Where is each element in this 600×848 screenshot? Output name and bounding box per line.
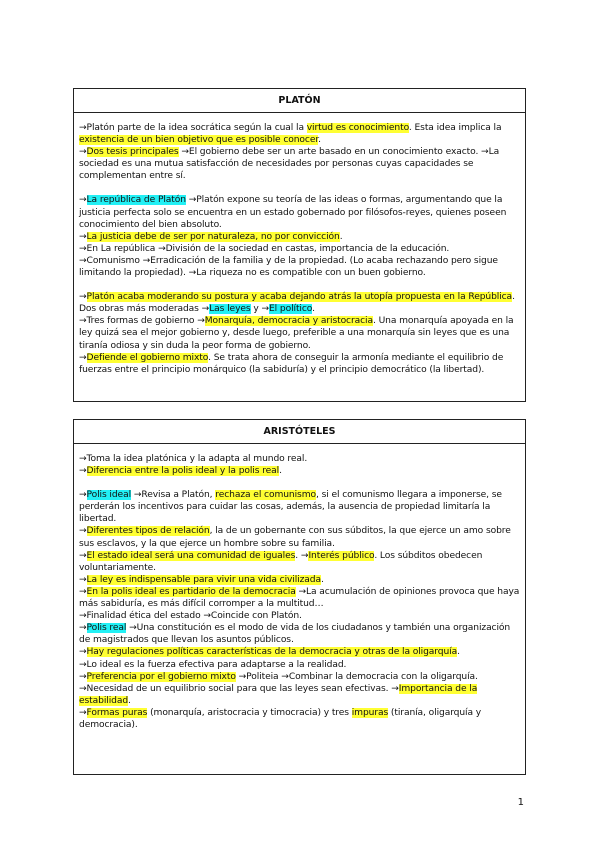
text-run: .: [457, 647, 460, 658]
text-run: (tiranía, oligarquía y democracia).: [79, 707, 482, 730]
highlight-yellow: Defiende el gobierno mixto: [86, 352, 209, 363]
highlight-cyan: Las leyes: [209, 304, 251, 315]
paragraph: [79, 574, 521, 586]
highlight-yellow: impuras: [351, 707, 389, 718]
paragraph: [79, 453, 521, 465]
highlight-cyan: Polis ideal: [86, 490, 132, 501]
paragraph: [79, 586, 521, 610]
text-run: , si el comunismo llegara a imponerse, se perderán los incentivos para cuidar las cosas, además, la ausencia de propiedad limitaría la libertad.: [79, 490, 502, 525]
paragraph: [79, 622, 521, 646]
highlight-yellow: virtud es conocimiento: [306, 123, 409, 133]
highlight-yellow: Formas puras: [86, 707, 148, 718]
highlight-yellow: Platón acaba moderando su postura y acaba dejando atrás la utopía propuesta en la República: [86, 292, 513, 303]
highlight-yellow: La ley es indispensable para vivir una vida civilizada: [86, 574, 321, 585]
paragraph: [79, 243, 521, 255]
text-run: →Necesidad de un equilibrio social para que las leyes sean efectivas. →: [79, 683, 399, 694]
text-run: →Platón expone su teoría de las ideas o formas, argumentando que la justicia perfecta solo se encuentra en un estado gobernado por filósofos-reyes, quienes poseen conocimiento del bien absoluto.: [79, 195, 507, 230]
highlight-yellow: Interés público: [308, 550, 375, 561]
text-run: →Revisa a Platón,: [131, 490, 216, 501]
text-run: y →: [250, 304, 269, 315]
text-run: →: [79, 526, 87, 537]
text-run: →Tres formas de gobierno →: [79, 316, 205, 327]
section-body: [74, 444, 525, 737]
paragraph: [79, 465, 521, 477]
page-number: 1: [517, 797, 524, 808]
text-run: , la de un gobernante con sus súbditos, la que ejerce un amo sobre sus esclavos, y la que ejerce un hombre sobre su familia.: [79, 526, 511, 549]
text-run: →: [79, 586, 87, 597]
highlight-yellow: La justicia debe de ser por naturaleza, no por convicción: [86, 231, 340, 242]
section-body: [74, 113, 525, 382]
text-run: →: [79, 671, 87, 682]
text-run: →Lo ideal es la fuerza efectiva para adaptarse a la realidad.: [79, 659, 347, 670]
section-aristoteles: [73, 419, 526, 775]
text-run: →Toma la idea platónica y la adapta al mundo real.: [79, 454, 308, 464]
text-run: →Una constitución es el modo de vida de los ciudadanos y también una organización de magistrados que llevan los asuntos públicos.: [79, 623, 511, 646]
highlight-yellow: Hay regulaciones políticas características de la democracia y otras de la oligarquía: [86, 647, 458, 658]
paragraph: [79, 610, 521, 622]
highlight-yellow: existencia de un bien objetivo que es posible conocer: [79, 135, 319, 146]
text-run: →: [79, 195, 87, 206]
highlight-yellow: El estado ideal será una comunidad de iguales: [86, 550, 296, 561]
paragraph: [79, 489, 521, 525]
highlight-cyan: La república de Platón: [86, 195, 186, 206]
highlight-yellow: Dos tesis principales: [86, 147, 179, 158]
text-run: →: [79, 292, 87, 303]
text-run: →Platón parte de la idea socrática según la cual la: [79, 123, 307, 133]
highlight-yellow: Importancia de la estabilidad: [79, 683, 478, 706]
text-run: .: [128, 695, 131, 706]
text-run: →Comunismo →Erradicación de la familia y de la propiedad. (Lo acaba rechazando pero sigue limitando la propiedad). →La riqueza no es compatible con un buen gobierno.: [79, 255, 498, 279]
paragraph: [79, 291, 521, 315]
paragraph: [79, 194, 521, 230]
text-run: . Esta idea implica la: [408, 123, 502, 133]
text-run: →: [79, 574, 87, 585]
paragraph: [79, 146, 521, 182]
text-run: .: [279, 466, 282, 477]
text-run: →Politeia →Combinar la democracia con la oligarquía.: [235, 671, 478, 682]
paragraph: [79, 231, 521, 243]
text-run: . Una monarquía apoyada en la ley quizá sea el mejor gobierno y, desde luego, preferible a una monarquía sin leyes que es una tiranía odiosa y sin duda la peor forma de gobierno.: [79, 316, 514, 351]
highlight-yellow: En la polis ideal es partidario de la democracia: [86, 586, 296, 597]
paragraph: [79, 352, 521, 376]
text-run: →Finalidad ética del estado →Coincide con Platón.: [79, 611, 302, 622]
paragraph-gap: [79, 477, 521, 489]
text-run: . →: [295, 550, 309, 561]
paragraph-gap: [79, 182, 521, 194]
highlight-yellow: Diferentes tipos de relación: [86, 526, 210, 537]
highlight-yellow: Preferencia por el gobierno mixto: [86, 671, 236, 682]
paragraph-gap: [79, 279, 521, 291]
text-run: →: [79, 490, 87, 501]
text-run: →En La república →División de la sociedad en castas, importancia de la educación.: [79, 243, 450, 254]
highlight-yellow: Monarquía, democracia y aristocracia: [204, 316, 373, 327]
paragraph: [79, 646, 521, 658]
paragraph: [79, 525, 521, 549]
highlight-cyan: El político: [269, 304, 313, 315]
text-run: →: [79, 352, 87, 363]
section-platon: [73, 88, 526, 402]
paragraph: [79, 671, 521, 683]
text-run: →: [79, 466, 87, 477]
text-run: →: [79, 623, 87, 634]
text-run: . Dos obras más moderadas →: [79, 292, 515, 315]
highlight-yellow: Diferencia entre la polis ideal y la polis real: [86, 466, 280, 477]
highlight-cyan: Polis real: [86, 623, 127, 634]
text-run: →: [79, 647, 87, 658]
text-run: (monarquía, aristocracia y timocracia) y tres: [147, 707, 352, 718]
text-run: .: [318, 135, 321, 146]
text-run: .: [339, 231, 343, 242]
text-run: →La acumulación de opiniones provoca que haya más sabiduría, es más difícil corromper a la multitud…: [79, 586, 520, 610]
paragraph: [79, 255, 521, 279]
section-title: ARISTÓTELES: [74, 420, 525, 444]
text-run: →: [79, 550, 87, 561]
text-run: →: [79, 707, 87, 718]
paragraph: [79, 659, 521, 671]
text-run: →: [79, 231, 87, 242]
highlight-yellow: rechaza el comunismo: [215, 490, 316, 501]
paragraph: [79, 122, 521, 146]
text-run: .: [312, 304, 315, 315]
paragraph: [79, 707, 521, 731]
text-run: . Se trata ahora de conseguir la armonía mediante el equilibrio de fuerzas entre el principio monárquico (la sabiduría) y el principio democrático (la libertad).: [79, 352, 504, 375]
text-run: →El gobierno debe ser un arte basado en un conocimiento exacto. →La sociedad es una mutua satisfacción de necesidades por personas cuyas capacidades se complementan entre sí.: [79, 147, 500, 182]
paragraph: [79, 550, 521, 574]
text-run: .: [320, 574, 324, 585]
section-title: PLATÓN: [74, 89, 525, 113]
text-run: . Los súbditos obedecen voluntariamente.: [79, 550, 483, 573]
paragraph: [79, 315, 521, 351]
text-run: →: [79, 147, 87, 158]
paragraph: [79, 683, 521, 707]
